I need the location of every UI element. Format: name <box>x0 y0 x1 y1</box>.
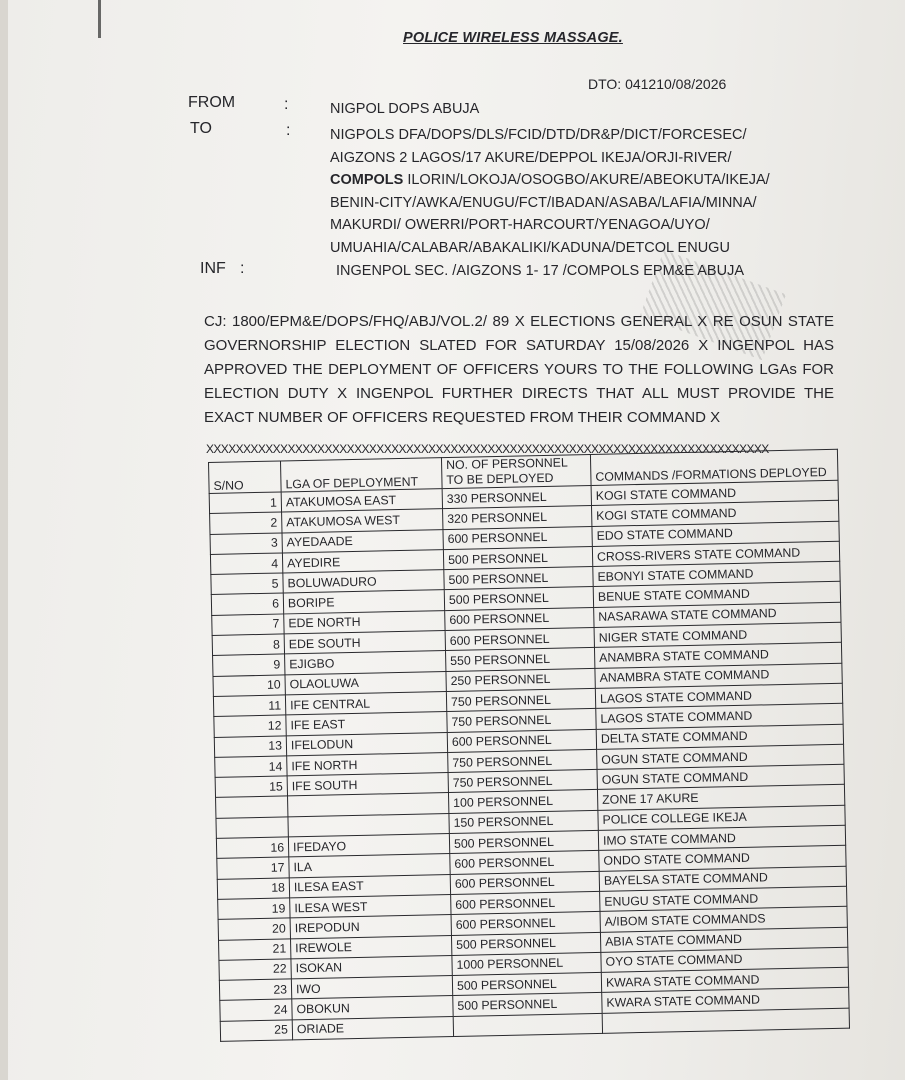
from-colon: : <box>284 96 289 113</box>
cell-lga: ATAKUMOSA WEST <box>282 509 443 533</box>
cell-personnel: 750 PERSONNEL <box>446 688 595 711</box>
from-value: NIGPOL DOPS ABUJA <box>330 101 480 117</box>
cell-command: KOGI STATE COMMAND <box>591 480 838 505</box>
deployment-table <box>208 449 850 1042</box>
cell-sno: 10 <box>213 675 285 697</box>
cell-command: CROSS-RIVERS STATE COMMAND <box>592 541 839 566</box>
cell-command: BENUE STATE COMMAND <box>593 582 840 607</box>
cell-personnel: 500 PERSONNEL <box>449 830 598 853</box>
cell-personnel: 600 PERSONNEL <box>445 607 594 630</box>
deployment-table-wrapper <box>208 449 850 1042</box>
cell-personnel: 600 PERSONNEL <box>450 851 599 874</box>
cell-personnel: 1000 PERSONNEL <box>452 952 601 975</box>
cell-lga: IREWOLE <box>290 935 451 959</box>
cell-sno: 1 <box>209 492 281 514</box>
cell-personnel: 320 PERSONNEL <box>443 506 592 529</box>
inf-value: INGENPOL SEC. /AIGZONS 1- 17 /COMPOLS EPM&E ABUJA <box>336 263 744 279</box>
cell-personnel: 600 PERSONNEL <box>451 891 600 914</box>
cell-sno: 24 <box>220 999 292 1021</box>
cell-command: ONDO STATE COMMAND <box>599 846 846 871</box>
cell-personnel: 500 PERSONNEL <box>444 587 593 610</box>
cell-lga: IFE NORTH <box>287 752 448 776</box>
header-lga: LGA OF DEPLOYMENT <box>280 458 442 492</box>
header-personnel: NO. OF PERSONNEL TO BE DEPLOYED <box>441 454 591 488</box>
cell-lga: ILESA EAST <box>289 874 450 898</box>
cell-command: ANAMBRA STATE COMMAND <box>594 643 841 668</box>
cell-personnel: 100 PERSONNEL <box>448 790 597 813</box>
cell-command: EDO STATE COMMAND <box>592 521 839 546</box>
cell-command: ANAMBRA STATE COMMAND <box>595 663 842 688</box>
cell-sno: 22 <box>219 959 291 981</box>
cell-command: OYO STATE COMMAND <box>601 947 848 972</box>
cell-command: OGUN STATE COMMAND <box>597 764 844 789</box>
cell-personnel: 550 PERSONNEL <box>446 648 595 671</box>
cell-lga: IWO <box>291 976 452 1000</box>
cell-personnel: 250 PERSONNEL <box>446 668 595 691</box>
cell-personnel: 750 PERSONNEL <box>448 749 597 772</box>
cell-lga: IREPODUN <box>290 915 451 939</box>
from-label: FROM <box>188 94 236 111</box>
to-line: AIGZONS 2 LAGOS/17 AKURE/DEPPOL IKEJA/ORJI-RIVER/ <box>330 149 732 166</box>
x-separator: XXXXXXXXXXXXXXXXXXXXXXXXXXXXXXXXXXXXXXXXXXXXXXXXXXXXXXXXXXXXXXXXXXXXXXXXXXXX <box>206 442 769 456</box>
cell-sno: 21 <box>219 938 291 960</box>
to-label: TO <box>190 120 212 137</box>
cell-personnel: 330 PERSONNEL <box>442 485 591 508</box>
to-line: UMUAHIA/CALABAR/ABAKALIKI/KADUNA/DETCOL ENUGU <box>330 239 730 256</box>
inf-colon: : <box>240 260 245 277</box>
cell-lga: IFE EAST <box>286 712 447 736</box>
cell-sno: 11 <box>213 695 285 717</box>
cell-personnel: 500 PERSONNEL <box>452 973 601 996</box>
cell-lga: BOLUWADURO <box>283 570 444 594</box>
cell-sno: 18 <box>217 878 289 900</box>
cell-sno: 25 <box>220 1020 292 1042</box>
cell-command: KWARA STATE COMMAND <box>601 967 848 992</box>
cell-command: LAGOS STATE COMMAND <box>596 704 843 729</box>
header-sno: S/NO <box>209 461 282 494</box>
cell-sno: 17 <box>217 857 289 879</box>
cell-personnel: 750 PERSONNEL <box>448 770 597 793</box>
to-address-block <box>330 124 770 259</box>
cell-sno: 4 <box>210 553 282 575</box>
cell-lga: IFEDAYO <box>288 834 449 858</box>
cell-lga: EJIGBO <box>285 651 446 675</box>
cell-personnel: 500 PERSONNEL <box>451 932 600 955</box>
cell-command: ZONE 17 AKURE <box>597 785 844 810</box>
cell-sno: 16 <box>216 837 288 859</box>
cell-lga: OLAOLUWA <box>285 671 446 695</box>
cell-sno: 13 <box>214 735 286 757</box>
cell-command: LAGOS STATE COMMAND <box>595 683 842 708</box>
cell-sno: 2 <box>210 512 282 534</box>
cell-personnel: 600 PERSONNEL <box>445 628 594 651</box>
cell-personnel: 500 PERSONNEL <box>453 993 602 1016</box>
cell-lga: ILESA WEST <box>290 894 451 918</box>
cell-sno: 19 <box>218 898 290 920</box>
cell-personnel: 600 PERSONNEL <box>451 912 600 935</box>
cell-lga: IFELODUN <box>286 732 447 756</box>
cell-lga: AYEDIRE <box>282 549 443 573</box>
cell-command: KWARA STATE COMMAND <box>602 988 849 1013</box>
cell-command: NIGER STATE COMMAND <box>594 622 841 647</box>
cell-sno: 6 <box>211 593 283 615</box>
cell-personnel: 600 PERSONNEL <box>447 729 596 752</box>
cell-sno: 5 <box>211 573 283 595</box>
cell-command: KOGI STATE COMMAND <box>592 501 839 526</box>
cell-personnel: 500 PERSONNEL <box>444 567 593 590</box>
cell-lga: EDE SOUTH <box>284 631 445 655</box>
message-body: CJ: 1800/EPM&E/DOPS/FHQ/ABJ/VOL.2/ 89 X ELECTIONS GENERAL X RE OSUN STATE GOVERNORSHIP ELECTION SLATED FOR SATURDAY 15/08/2026 X INGENPOL HAS APPROVED THE DEPLOYMENT OF OFFICERS YOURS TO THE FOLLOWING LGAs FOR ELECTION DUTY X INGENPOL FURTHER DIRECTS THAT ALL MUST PROVIDE THE EXACT NUMBER OF OFFICERS REQUESTED FROM THEIR COMMAND X <box>204 313 834 426</box>
cell-command: OGUN STATE COMMAND <box>597 744 844 769</box>
to-colon: : <box>286 122 291 139</box>
cell-personnel <box>453 1013 602 1036</box>
cell-sno <box>216 817 288 839</box>
cell-sno: 7 <box>212 614 284 636</box>
header-command: COMMANDS /FORMATIONS DEPLOYED <box>590 449 838 485</box>
cell-command: A/IBOM STATE COMMANDS <box>600 906 847 931</box>
cell-personnel: 150 PERSONNEL <box>449 810 598 833</box>
cell-lga: ATAKUMOSA EAST <box>281 489 442 513</box>
cell-lga: IFE CENTRAL <box>285 692 446 716</box>
cell-lga: OBOKUN <box>292 996 453 1020</box>
cell-sno: 8 <box>212 634 284 656</box>
cell-sno: 14 <box>215 756 287 778</box>
cell-command: ENUGU STATE COMMAND <box>600 886 847 911</box>
cell-personnel: 600 PERSONNEL <box>450 871 599 894</box>
cell-sno <box>216 796 288 818</box>
table-body <box>209 480 849 1041</box>
cell-command: POLICE COLLEGE IKEJA <box>598 805 845 830</box>
cell-lga: ORIADE <box>292 1016 453 1040</box>
cell-lga: IFE SOUTH <box>287 773 448 797</box>
cell-command <box>602 1008 849 1033</box>
document-title: POLICE WIRELESS MASSAGE. <box>403 30 623 46</box>
cell-command: EBONYI STATE COMMAND <box>593 561 840 586</box>
cell-command: IMO STATE COMMAND <box>598 825 845 850</box>
cell-personnel: 750 PERSONNEL <box>447 709 596 732</box>
to-line: NIGPOLS DFA/DOPS/DLS/FCID/DTD/DR&P/DICT/FORCESEC/ <box>330 127 747 143</box>
cell-command: DELTA STATE COMMAND <box>596 724 843 749</box>
cell-sno: 23 <box>219 979 291 1001</box>
to-line: COMPOLS ILORIN/LOKOJA/OSOGBO/AKURE/ABEOKUTA/IKEJA/ <box>330 172 770 188</box>
to-line: BENIN-CITY/AWKA/ENUGU/FCT/IBADAN/ASABA/LAFIA/MINNA/ <box>330 194 757 211</box>
cell-sno: 15 <box>215 776 287 798</box>
cell-sno: 12 <box>214 715 286 737</box>
to-line: MAKURDI/ OWERRI/PORT-HARCOURT/YENAGOA/UYO/ <box>330 217 710 233</box>
cell-sno: 3 <box>210 533 282 555</box>
document-page <box>8 0 905 1080</box>
cell-lga: ILA <box>289 854 450 878</box>
cell-command: ABIA STATE COMMAND <box>600 927 847 952</box>
cell-command: NASARAWA STATE COMMAND <box>594 602 841 627</box>
cell-lga: BORIPE <box>283 590 444 614</box>
page-edge-mark <box>98 0 101 38</box>
cell-personnel: 600 PERSONNEL <box>443 526 592 549</box>
inf-label: INF <box>200 260 226 277</box>
cell-command: BAYELSA STATE COMMAND <box>599 866 846 891</box>
cell-lga: ISOKAN <box>291 955 452 979</box>
cell-lga: EDE NORTH <box>284 610 445 634</box>
dto-reference: DTO: 041210/08/2026 <box>588 76 727 92</box>
cell-sno: 9 <box>213 654 285 676</box>
compols-word: COMPOLS <box>330 172 404 188</box>
cell-sno: 20 <box>218 918 290 940</box>
cell-lga: AYEDAADE <box>282 529 443 553</box>
cell-personnel: 500 PERSONNEL <box>443 546 592 569</box>
